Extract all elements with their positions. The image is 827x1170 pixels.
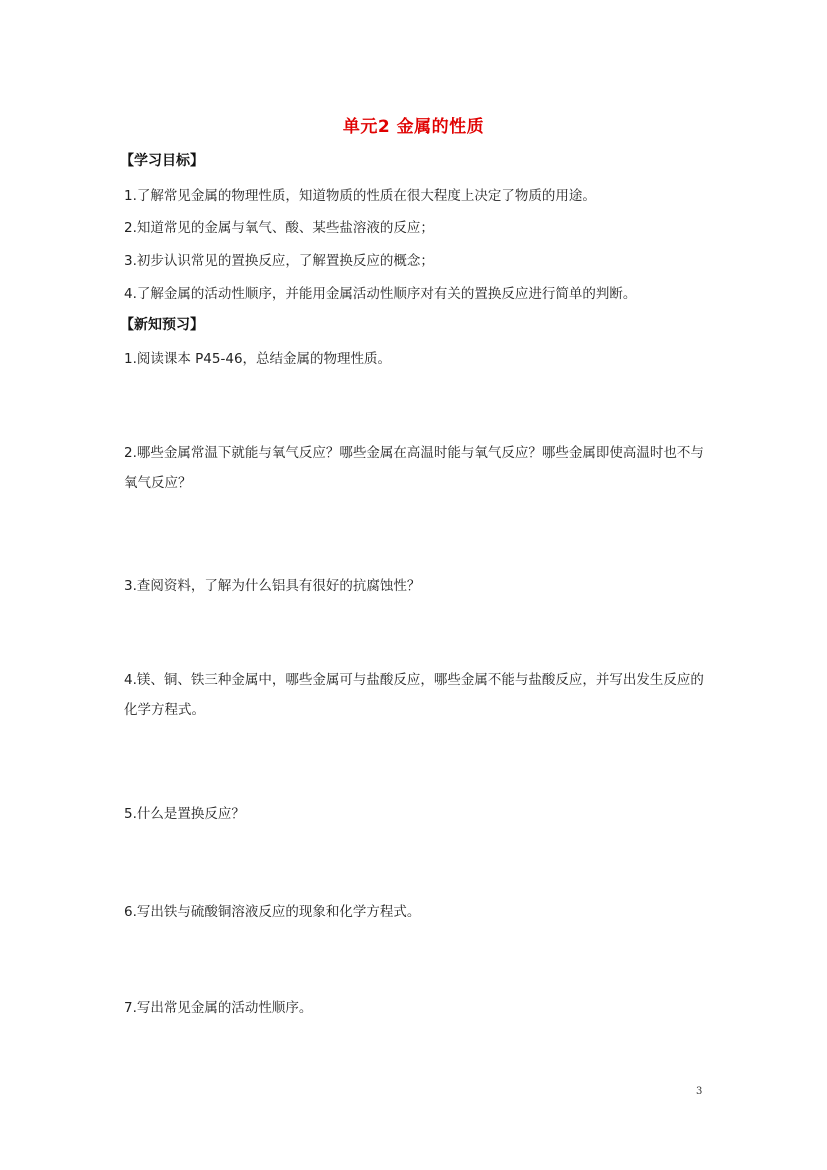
section-heading-preview: 【新知预习】 [120, 317, 204, 333]
preview-question: 7.写出常见金属的活动性顺序。 [124, 1000, 313, 1016]
objective-item: 2.知道常见的金属与氧气、酸、某些盐溶液的反应； [124, 220, 434, 236]
objective-item: 4.了解金属的活动性顺序，并能用金属活动性顺序对有关的置换反应进行简单的判断。 [124, 286, 637, 302]
preview-question: 3.查阅资料，了解为什么铝具有很好的抗腐蚀性？ [124, 578, 421, 594]
preview-question: 6.写出铁与硫酸铜溶液反应的现象和化学方程式。 [124, 904, 421, 920]
preview-question: 4.镁、铜、铁三种金属中，哪些金属可与盐酸反应，哪些金属不能与盐酸反应，并写出发生反应的化学方程式。 [124, 672, 704, 718]
page-number: 3 [696, 1086, 703, 1097]
objective-item: 3.初步认识常见的置换反应，了解置换反应的概念； [124, 253, 434, 269]
objective-item: 1.了解常见金属的物理性质，知道物质的性质在很大程度上决定了物质的用途。 [124, 188, 596, 204]
page-title: 单元2 金属的性质 [342, 117, 485, 137]
section-heading-objectives: 【学习目标】 [120, 153, 204, 169]
preview-question: 1.阅读课本 P45-46，总结金属的物理性质。 [124, 351, 392, 367]
preview-question: 2.哪些金属常温下就能与氧气反应？哪些金属在高温时能与氧气反应？哪些金属即使高温时也不与氧气反应？ [124, 445, 704, 491]
preview-question: 5.什么是置换反应？ [124, 806, 245, 822]
